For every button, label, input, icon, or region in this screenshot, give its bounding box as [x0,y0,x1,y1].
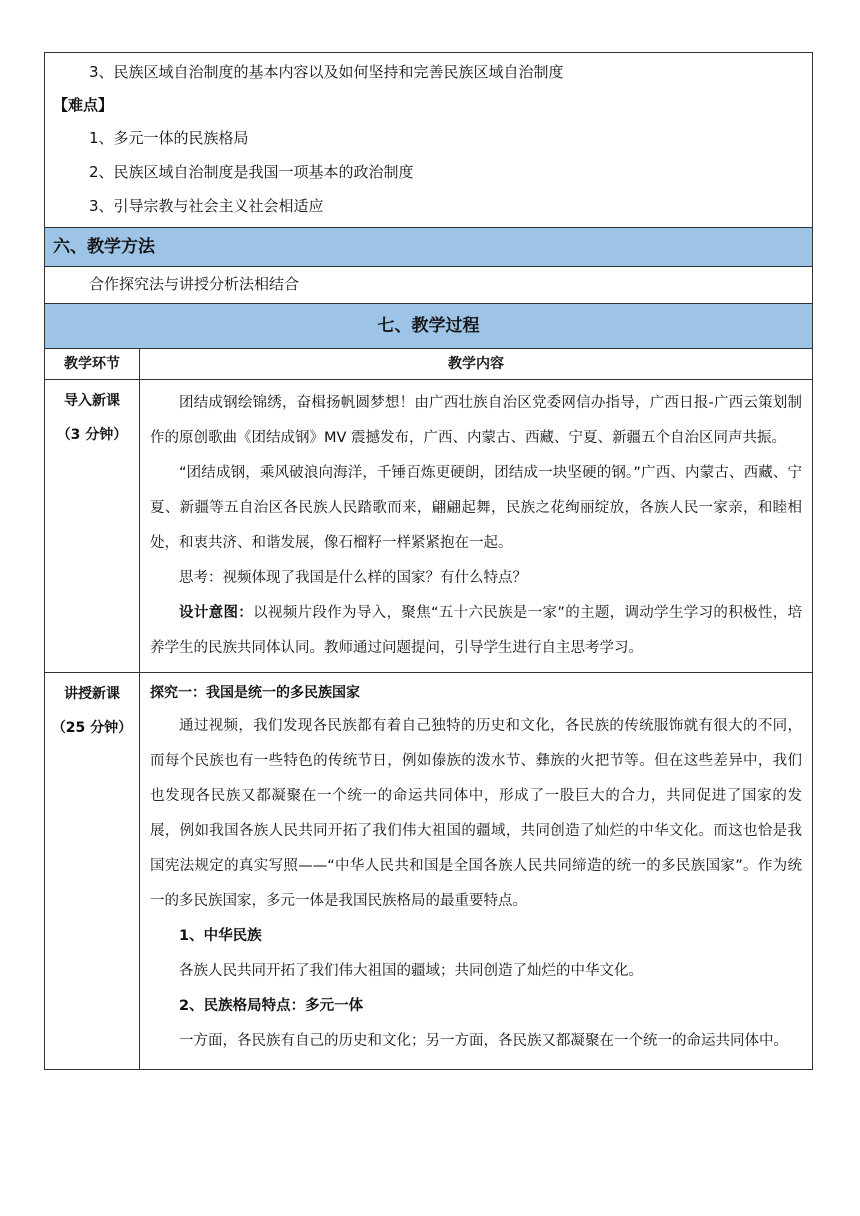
difficulty-item-3: 3、引导宗教与社会主义社会相适应 [89,197,324,215]
intro-paragraph-1: 团结成钢绘锦绣，奋楫扬帆圆梦想！由广西壮族自治区党委网信办指导，广西日报-广西云策划制作的原创歌曲《团结成钢》MV 震撼发布，广西、内蒙古、西藏、宁夏、新疆五个自治区同声共振。 [150,395,803,446]
lecture-paragraph-1: 通过视频，我们发现各民族都有着自己独特的历史和文化，各民族的传统服饰就有很大的不同，而每个民族也有一些特色的传统节日，例如傣族的泼水节、彝族的火把节等。但在这些差异中，我们也发现各民族又都凝聚在一个统一的命运共同体中，形成了一股巨大的合力，共同促进了国家的发展，例如我国各族人民共同开拓了我们伟大祖国的疆域，共同创造了灿烂的中华文化。而这也恰是我国宪法规定的真实写照——“中华人民共和国是全国各族人民共同缔造的统一的多民族国家”。作为统一的多民族国家，多元一体是我国民族格局的最重要特点。 [150,718,803,909]
design-intent-text: 以视频片段作为导入，聚焦“五十六民族是一家”的主题，调动学生学习的积极性，培养学生的民族共同体认同。教师通过问题提问，引导学生进行自主思考学习。 [150,605,803,656]
column-header-stage: 教学环节 [64,356,120,372]
lecture-paragraph-2: 各族人民共同开拓了我们伟大祖国的疆域；共同创造了灿烂的中华文化。 [179,963,643,979]
process-column-header [45,349,813,380]
intro-design-intent [150,596,802,666]
section-6-content-row [45,267,813,304]
lecture-paragraph-3: 一方面，各民族有自己的历史和文化；另一方面，各民族又都凝聚在一个统一的命运共同体中。 [179,1033,788,1049]
intro-row [45,380,813,673]
difficulty-tag: 【难点】 [53,96,114,114]
lecture-heading-1: 1、中华民族 [179,928,262,944]
section-7-header [45,304,813,349]
section-7-title: 七、教学过程 [377,316,480,336]
lesson-plan-document [44,52,812,1070]
intro-paragraph-2: “团结成钢，乘风破浪向海洋，千锤百炼更硬朗，团结成一块坚硬的钢。”广西、内蒙古、西藏、宁夏、新疆等五自治区各民族人民踏歌而来，翩翩起舞，民族之花绚丽绽放，各族人民一家亲，和睦相处，和衷共济、和谐发展，像石榴籽一样紧紧抱在一起。 [150,465,803,551]
lecture-heading-2: 2、民族格局特点：多元一体 [179,998,364,1014]
difficulty-item-1: 1、多元一体的民族格局 [89,129,249,147]
lecture-duration: （25 分钟） [51,720,133,736]
key-points-row [45,53,813,228]
teaching-method-text: 合作探究法与讲授分析法相结合 [89,275,300,293]
difficulty-item-2: 2、民族区域自治制度是我国一项基本的政治制度 [89,163,414,181]
key-point-3: 3、民族区域自治制度的基本内容以及如何坚持和完善民族区域自治制度 [89,63,564,81]
section-6-title: 六、教学方法 [53,237,155,257]
lecture-stage-label: 讲授新课 [64,686,120,702]
intro-duration: （3 分钟） [56,427,128,443]
lesson-plan-table [44,52,813,1070]
lecture-row [45,673,813,1070]
column-header-content: 教学内容 [448,356,504,372]
section-6-header [45,228,813,267]
intro-question: 思考：视频体现了我国是什么样的国家？有什么特点？ [179,570,527,586]
explore-1-title: 探究一：我国是统一的多民族国家 [150,685,360,701]
intro-stage-label: 导入新课 [64,393,120,409]
design-intent-label: 设计意图： [179,605,254,621]
